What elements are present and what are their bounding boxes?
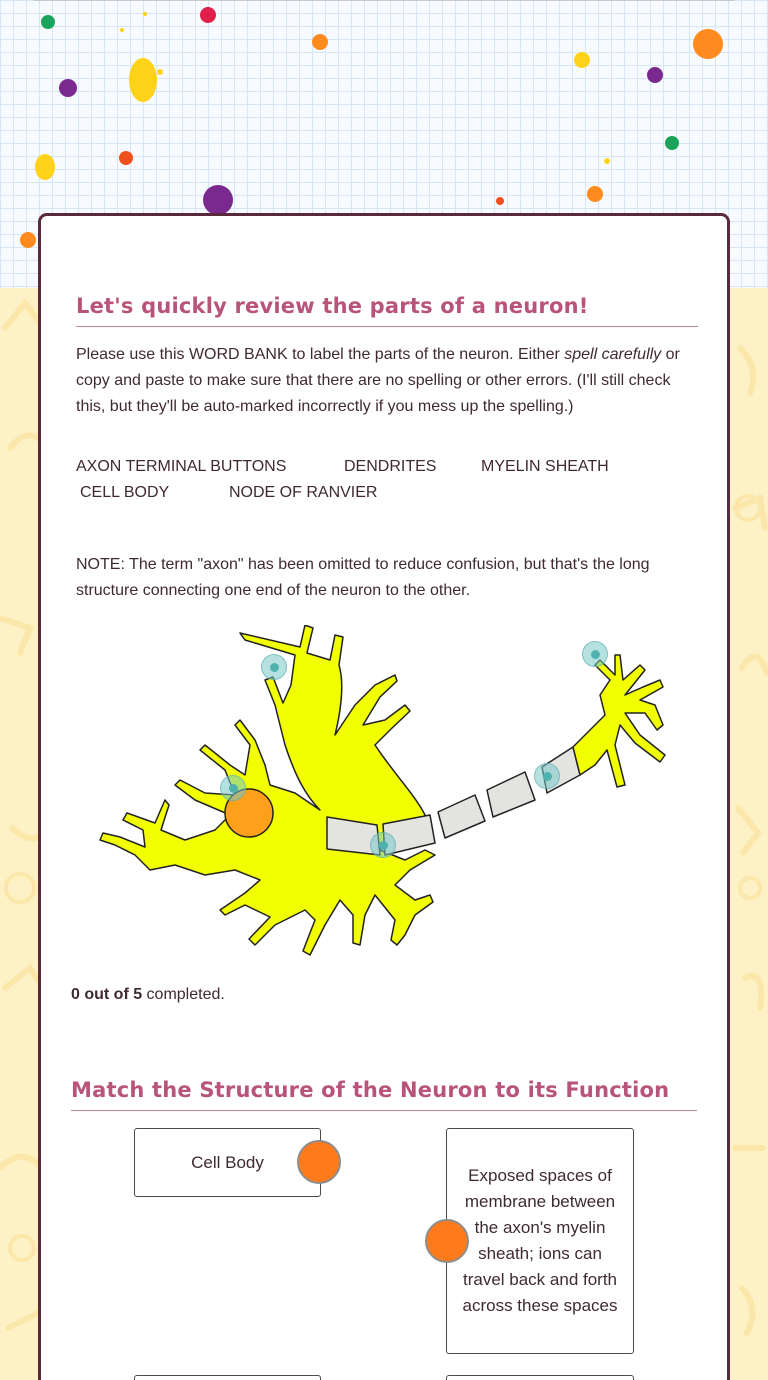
match-left-item[interactable] bbox=[134, 1375, 321, 1380]
match-right-item[interactable] bbox=[446, 1128, 634, 1354]
word-bank-item: CELL BODY bbox=[80, 484, 170, 501]
label-hotspot[interactable] bbox=[370, 832, 396, 858]
match-connector-dot[interactable] bbox=[425, 1219, 469, 1263]
match-right-item[interactable] bbox=[446, 1375, 634, 1380]
word-bank-item: AXON TERMINAL BUTTONS bbox=[76, 458, 287, 475]
label-hotspot[interactable] bbox=[582, 641, 608, 667]
label-hotspot[interactable] bbox=[534, 763, 560, 789]
progress-text: 0 out of 5 completed. bbox=[71, 986, 225, 1003]
instructions-text: Please use this WORD BANK to label the parts of the neuron. Either spell carefully or copy and paste to make sure that there are no spelling or other errors. (I'll still check this, but they'll be auto-marked incorrectly if you mess up the spelling.) bbox=[76, 346, 680, 415]
match-left-item[interactable] bbox=[134, 1128, 321, 1197]
note-text: NOTE: The term "axon" has been omitted to reduce confusion, but that's the long structure connecting one end of the neuron to the other. bbox=[76, 556, 650, 599]
word-bank-item: NODE OF RANVIER bbox=[229, 484, 378, 501]
match-left-label: Cell Body bbox=[191, 1152, 264, 1172]
review-heading: Let's quickly review the parts of a neuron! bbox=[76, 294, 698, 327]
label-hotspot[interactable] bbox=[220, 775, 246, 801]
word-bank-item: MYELIN SHEATH bbox=[481, 458, 609, 475]
match-heading: Match the Structure of the Neuron to its Function bbox=[71, 1078, 697, 1111]
word-bank-item: DENDRITES bbox=[344, 458, 437, 475]
match-connector-dot[interactable] bbox=[297, 1140, 341, 1184]
match-right-label: Exposed spaces of membrane between the axon's myelin sheath; ions can travel back and forth across these spaces bbox=[462, 1166, 618, 1315]
label-hotspot[interactable] bbox=[261, 654, 287, 680]
neuron-diagram bbox=[95, 625, 675, 980]
